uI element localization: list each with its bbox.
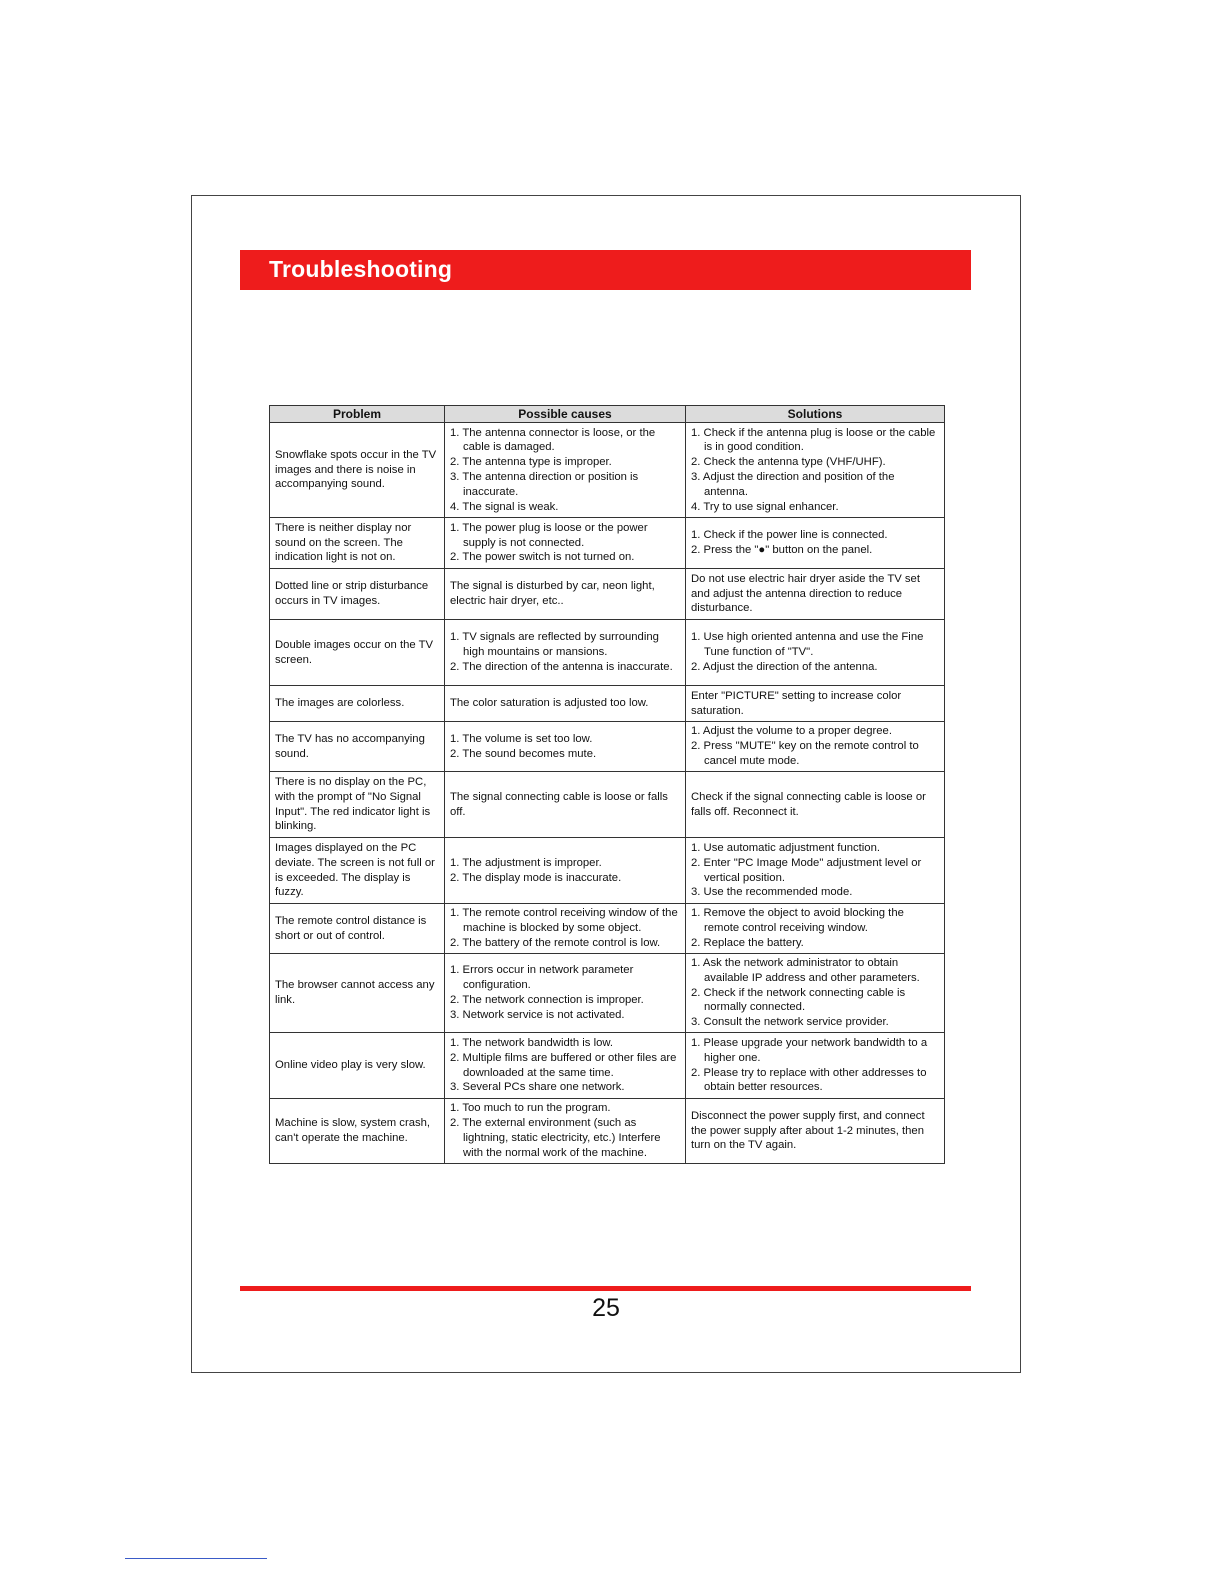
table-header-row [270, 406, 945, 423]
cell-solutions [686, 722, 945, 772]
cell-causes [445, 569, 686, 620]
causes-line: 1. Too much to run the program. [450, 1102, 611, 1115]
causes-line: 1. TV signals are reflected by surrounding high mountains or mansions. [450, 631, 659, 659]
causes-line: 4. The signal is weak. [450, 500, 559, 513]
cell-solutions [686, 954, 945, 1033]
footnote-rule [125, 1558, 267, 1559]
cell-problem [270, 722, 445, 772]
causes-line: 1. The volume is set too low. [450, 732, 593, 745]
causes-line: 3. Several PCs share one network. [450, 1081, 625, 1094]
column-header-solutions: Solutions [686, 406, 945, 423]
causes-line: 1. The antenna connector is loose, or the cable is damaged. [450, 426, 656, 454]
causes-line: 2. The external environment (such as lightning, static electricity, etc.) Interfere with the normal work of the machine. [450, 1117, 661, 1159]
cell-causes [445, 904, 686, 954]
cell-problem [270, 954, 445, 1033]
cell-causes [445, 954, 686, 1033]
cell-problem [270, 838, 445, 904]
cell-problem [270, 1099, 445, 1164]
solutions-line: 2. Check if the network connecting cable is normally connected. [691, 986, 906, 1014]
problem-line: There is no display on the PC, with the prompt of "No Signal Input". The red indicator light is blinking. [275, 775, 431, 833]
troubleshooting-table [269, 405, 945, 1164]
cell-problem [270, 1033, 445, 1099]
cell-causes [445, 686, 686, 722]
solutions-line: 2. Press the "●" button on the panel. [691, 544, 873, 556]
solutions-line: Disconnect the power supply first, and connect the power supply after about 1-2 minutes, then turn on the TV again. [691, 1109, 925, 1152]
cell-solutions [686, 772, 945, 838]
causes-line: The signal connecting cable is loose or falls off. [450, 790, 668, 818]
problem-line: The TV has no accompanying sound. [275, 732, 425, 760]
problem-line: The remote control distance is short or out of control. [275, 914, 427, 942]
cell-problem [270, 423, 445, 518]
causes-line: 1. The network bandwidth is low. [450, 1036, 614, 1049]
problem-line: The browser cannot access any link. [275, 979, 435, 1006]
solutions-line: 1. Remove the object to avoid blocking the remote control receiving window. [691, 907, 904, 935]
solutions-line: 2. Please try to replace with other addresses to obtain better resources. [691, 1066, 927, 1094]
solutions-line: 2. Adjust the direction of the antenna. [691, 660, 878, 673]
causes-line: The signal is disturbed by car, neon light, electric hair dryer, etc.. [450, 580, 655, 607]
causes-line: 2. The display mode is inaccurate. [450, 871, 622, 884]
solutions-line: 3. Adjust the direction and position of the antenna. [691, 471, 895, 498]
problem-line: There is neither display nor sound on the screen. The indication light is not on. [275, 521, 412, 564]
solutions-line: 1. Use automatic adjustment function. [691, 841, 881, 854]
table-body [270, 423, 945, 1164]
problem-line: Images displayed on the PC deviate. The screen is not full or is exceeded. The display is fuzzy. [275, 841, 435, 899]
table-row [270, 1033, 945, 1099]
problem-line: Snowflake spots occur in the TV images and there is noise in accompanying sound. [275, 448, 437, 491]
column-header-problem: Problem [270, 406, 445, 423]
causes-line: 2. The network connection is improper. [450, 994, 644, 1006]
causes-line: 1. The remote control receiving window of the machine is blocked by some object. [450, 907, 678, 935]
table-row [270, 954, 945, 1033]
problem-line: Machine is slow, system crash, can't operate the machine. [275, 1117, 431, 1144]
cell-problem [270, 518, 445, 569]
causes-line: 3. The antenna direction or position is inaccurate. [450, 471, 639, 498]
solutions-line: 1. Please upgrade your network bandwidth to a higher one. [691, 1036, 928, 1064]
table-row [270, 722, 945, 772]
cell-causes [445, 620, 686, 686]
cell-problem [270, 772, 445, 838]
solutions-line: 2. Replace the battery. [691, 936, 804, 949]
solutions-line: 2. Enter "PC Image Mode" adjustment level or vertical position. [691, 856, 922, 884]
cell-solutions [686, 838, 945, 904]
causes-line: 2. The antenna type is improper. [450, 456, 612, 469]
causes-line: 1. The power plug is loose or the power supply is not connected. [450, 521, 648, 549]
solutions-line: 3. Use the recommended mode. [691, 886, 853, 899]
cell-causes [445, 518, 686, 569]
causes-line: 2. The power switch is not turned on. [450, 551, 635, 564]
table-row [270, 620, 945, 686]
cell-causes [445, 838, 686, 904]
cell-problem [270, 686, 445, 722]
page-number: 25 [592, 1294, 620, 1322]
solutions-line: 1. Check if the power line is connected. [691, 529, 888, 542]
cell-solutions [686, 620, 945, 686]
title-bar [240, 250, 971, 290]
solutions-line: 1. Ask the network administrator to obtain available IP address and other parameters. [691, 957, 920, 984]
solutions-line: Check if the signal connecting cable is loose or falls off. Reconnect it. [691, 790, 926, 818]
causes-line: 2. The sound becomes mute. [450, 747, 597, 760]
problem-line: Dotted line or strip disturbance occurs in TV images. [275, 580, 429, 607]
cell-solutions [686, 569, 945, 620]
cell-causes [445, 772, 686, 838]
cell-causes [445, 1099, 686, 1164]
table-row [270, 686, 945, 722]
table-row [270, 518, 945, 569]
table-row [270, 569, 945, 620]
causes-line: 1. Errors occur in network parameter configuration. [450, 964, 634, 992]
solutions-line: Do not use electric hair dryer aside the TV set and adjust the antenna direction to reduce disturbance. [691, 572, 920, 615]
table-row [270, 1099, 945, 1164]
causes-line: 1. The adjustment is improper. [450, 856, 602, 869]
problem-line: The images are colorless. [275, 697, 405, 710]
solutions-line: 2. Press "MUTE" key on the remote control to cancel mute mode. [691, 740, 919, 767]
solutions-line: 1. Adjust the volume to a proper degree. [691, 725, 892, 738]
cell-solutions [686, 904, 945, 954]
causes-line: 2. Multiple films are buffered or other files are downloaded at the same time. [450, 1051, 677, 1079]
cell-causes [445, 722, 686, 772]
solutions-line: Enter "PICTURE" setting to increase color saturation. [691, 689, 902, 717]
cell-solutions [686, 1099, 945, 1164]
solutions-line: 2. Check the antenna type (VHF/UHF). [691, 456, 886, 469]
causes-line: 2. The direction of the antenna is inaccurate. [450, 660, 673, 673]
cell-problem [270, 569, 445, 620]
table-row [270, 423, 945, 518]
causes-line: 2. The battery of the remote control is low. [450, 936, 661, 949]
problem-line: Double images occur on the TV screen. [275, 638, 434, 666]
cell-problem [270, 620, 445, 686]
cell-solutions [686, 1033, 945, 1099]
column-header-causes: Possible causes [445, 406, 686, 423]
causes-line: The color saturation is adjusted too low. [450, 697, 649, 710]
cell-solutions [686, 423, 945, 518]
cell-problem [270, 904, 445, 954]
problem-line: Online video play is very slow. [275, 1059, 426, 1072]
solutions-line: 1. Check if the antenna plug is loose or the cable is in good condition. [691, 426, 936, 454]
cell-solutions [686, 686, 945, 722]
footer-rule [240, 1286, 971, 1291]
solutions-line: 3. Consult the network service provider. [691, 1016, 889, 1029]
table-row [270, 904, 945, 954]
solutions-line: 1. Use high oriented antenna and use the Fine Tune function of "TV". [691, 631, 924, 659]
solutions-line: 4. Try to use signal enhancer. [691, 500, 839, 513]
cell-causes [445, 423, 686, 518]
cell-solutions [686, 518, 945, 569]
cell-causes [445, 1033, 686, 1099]
causes-line: 3. Network service is not activated. [450, 1008, 625, 1021]
page-title: Troubleshooting [269, 256, 453, 282]
table-row [270, 838, 945, 904]
table-row [270, 772, 945, 838]
